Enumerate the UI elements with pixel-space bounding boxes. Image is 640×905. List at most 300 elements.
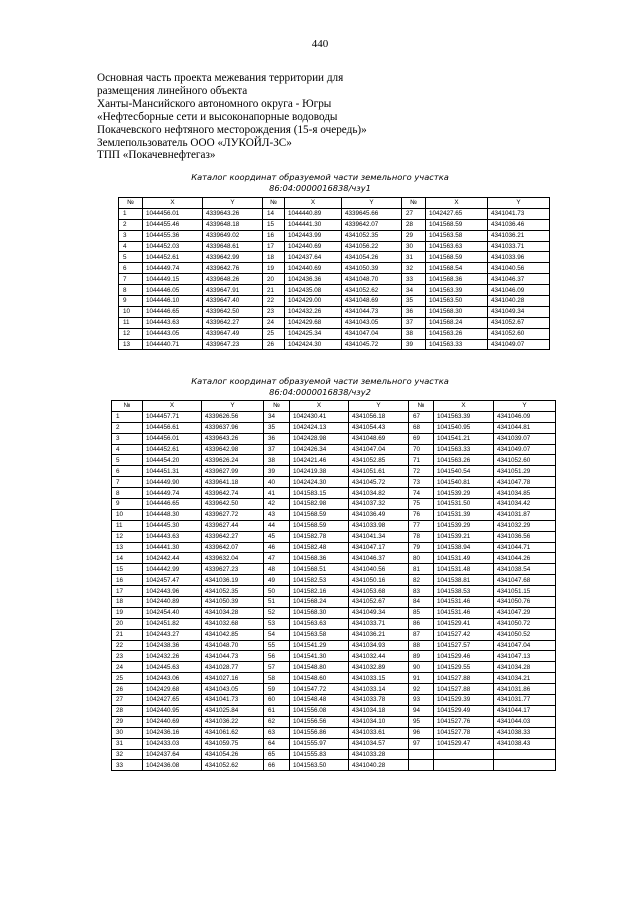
table-cell: 1044451.31 [143, 466, 202, 477]
table-cell: 28 [112, 705, 143, 716]
table-cell: 4341033.71 [349, 618, 409, 629]
table-cell: 1044455.46 [143, 219, 203, 230]
table-cell: 4341031.86 [494, 684, 556, 695]
table-cell: 1042437.64 [285, 252, 342, 263]
table-cell: 4341047.04 [494, 640, 556, 651]
table-cell: 78 [409, 531, 434, 542]
table-cell: 1042443.27 [143, 629, 202, 640]
table-cell: 4341053.68 [349, 586, 409, 597]
table-cell: 1041583.15 [290, 488, 349, 499]
table-cell: 1042440.69 [143, 716, 202, 727]
table-cell: 1041568.59 [290, 520, 349, 531]
table-cell: 1042428.98 [290, 433, 349, 444]
table-cell: 74 [409, 488, 434, 499]
table-cell: 4341034.21 [494, 673, 556, 684]
table-cell: 33 [112, 760, 143, 771]
table-cell: 8 [119, 285, 143, 296]
table-cell: 1041563.33 [434, 444, 494, 455]
table-cell: 4341050.76 [494, 597, 556, 608]
table-cell: 4341050.39 [202, 597, 264, 608]
table-cell: 65 [264, 749, 290, 760]
table-cell: 1041563.50 [426, 296, 488, 307]
table-cell: 1042440.69 [285, 241, 342, 252]
table-cell: 4339642.27 [202, 531, 264, 542]
table-cell: 4341034.57 [349, 738, 409, 749]
table-cell: 4341049.34 [488, 306, 550, 317]
table-cell: 70 [409, 444, 434, 455]
table-cell: 27 [112, 695, 143, 706]
table-cell: 4341052.35 [342, 230, 402, 241]
table-cell: 41 [264, 488, 290, 499]
table-cell: 1041563.33 [426, 339, 488, 350]
table-cell: 39 [264, 466, 290, 477]
table-cell: 4339647.23 [203, 339, 263, 350]
table-cell: 1041541.21 [434, 433, 494, 444]
table-cell: 82 [409, 575, 434, 586]
table-row [119, 219, 550, 230]
table-cell: 4341032.68 [202, 618, 264, 629]
table-cell: 1044442.99 [143, 564, 202, 575]
table-cell: 1041540.95 [434, 422, 494, 433]
column-header: Y [494, 401, 556, 412]
table-row [119, 252, 550, 263]
table-cell: 4339647.91 [203, 285, 263, 296]
table-cell: 43 [264, 509, 290, 520]
table-cell: 30 [112, 727, 143, 738]
table-cell: 1041568.36 [290, 553, 349, 564]
table-cell: 4341049.34 [349, 607, 409, 618]
table-cell: 1 [112, 411, 143, 422]
table-cell: 1042432.26 [143, 651, 202, 662]
table-cell: 1044452.61 [143, 252, 203, 263]
table-cell: 21 [263, 285, 285, 296]
table-cell: 4341036.22 [202, 716, 264, 727]
table-cell: 1041568.36 [426, 274, 488, 285]
table-row [112, 629, 556, 640]
table-cell: 59 [264, 684, 290, 695]
table-cell: 1044446.65 [143, 306, 203, 317]
table-cell: 1041555.97 [290, 738, 349, 749]
table-cell: 4339637.96 [202, 422, 264, 433]
table-cell: 44 [264, 520, 290, 531]
table-row [112, 575, 556, 586]
table-cell: 11 [112, 520, 143, 531]
table-cell: 10 [119, 306, 143, 317]
table-cell: 21 [112, 629, 143, 640]
table-cell: 4341036.46 [488, 219, 550, 230]
table-cell: 4341034.18 [349, 705, 409, 716]
table-cell: 4341032.89 [349, 662, 409, 673]
table-cell: 4341048.69 [349, 433, 409, 444]
table-row [112, 444, 556, 455]
table-cell: 81 [409, 564, 434, 575]
table-cell: 83 [409, 586, 434, 597]
table-cell: 4341036.49 [349, 509, 409, 520]
table-cell: 51 [264, 597, 290, 608]
table-cell: 4339641.18 [202, 477, 264, 488]
table-cell: 1042457.47 [143, 575, 202, 586]
table-cell: 1042443.99 [285, 230, 342, 241]
table-cell: 4341044.73 [202, 651, 264, 662]
table-cell: 1042424.13 [290, 422, 349, 433]
table-cell: 4341050.39 [342, 263, 402, 274]
table-cell: 4341033.28 [349, 749, 409, 760]
table-row [112, 509, 556, 520]
table-row [112, 477, 556, 488]
table-cell: 4341038.33 [494, 727, 556, 738]
table-row [112, 640, 556, 651]
table-cell: 4341037.32 [349, 499, 409, 510]
table-cell: 1041568.30 [290, 607, 349, 618]
table-cell: 1044440.71 [143, 339, 203, 350]
table-cell: 4341044.81 [494, 422, 556, 433]
table-cell: 20 [112, 618, 143, 629]
table-cell: 4341028.77 [202, 662, 264, 673]
table-cell: 4341045.72 [342, 339, 402, 350]
table-cell: 4341034.28 [494, 662, 556, 673]
table-cell: 97 [409, 738, 434, 749]
table-cell: 86 [409, 618, 434, 629]
table-cell: 1042438.36 [143, 640, 202, 651]
table-cell: 1041563.58 [290, 629, 349, 640]
table-cell: 4339643.26 [203, 208, 263, 219]
table-cell: 4341033.98 [349, 520, 409, 531]
table-row [112, 673, 556, 684]
table-cell: 4339642.99 [203, 252, 263, 263]
table-cell: 17 [112, 586, 143, 597]
table-cell: 1041540.54 [434, 466, 494, 477]
column-header: № [263, 198, 285, 209]
table-cell: 4341031.77 [494, 695, 556, 706]
table-cell: 1042435.08 [285, 285, 342, 296]
table-cell: 1044449.90 [143, 477, 202, 488]
table-cell [409, 760, 434, 771]
table-cell: 3 [119, 230, 143, 241]
table-cell: 1041539.21 [434, 531, 494, 542]
table-cell: 1041563.39 [426, 285, 488, 296]
table-cell: 4341036.21 [349, 629, 409, 640]
table-cell: 4341047.04 [342, 328, 402, 339]
table-cell: 24 [112, 662, 143, 673]
table-cell: 75 [409, 499, 434, 510]
table1-title: Каталог координат образуемой части земельного участка [191, 172, 449, 182]
table-cell: 4341032.29 [494, 520, 556, 531]
table-cell: 1042427.65 [426, 208, 488, 219]
table-cell: 84 [409, 597, 434, 608]
document-header [97, 72, 557, 162]
table-cell: 4339642.76 [203, 263, 263, 274]
table-cell: 1044456.01 [143, 208, 203, 219]
table-row [112, 455, 556, 466]
table-cell: 4341042.85 [202, 629, 264, 640]
table-cell: 1042432.26 [285, 306, 342, 317]
table-cell: 4341036.21 [488, 230, 550, 241]
column-header: Y [349, 401, 409, 412]
table-cell: 4341031.87 [494, 509, 556, 520]
table-cell: 1042445.63 [143, 662, 202, 673]
table-cell: 1044441.30 [285, 219, 342, 230]
table-row [112, 618, 556, 629]
table-cell: 1041538.53 [434, 586, 494, 597]
table-cell: 1044457.71 [143, 411, 202, 422]
table-cell: 2 [112, 422, 143, 433]
table-row [119, 317, 550, 328]
table-cell: 4339626.24 [202, 455, 264, 466]
table-cell: 1042440.95 [143, 705, 202, 716]
table-cell: 1044454.20 [143, 455, 202, 466]
table-cell: 4339648.26 [203, 274, 263, 285]
table-cell: 1 [119, 208, 143, 219]
table-cell: 4339645.66 [342, 208, 402, 219]
table-cell: 26 [263, 339, 285, 350]
table-cell: 4341034.85 [494, 488, 556, 499]
table-cell: 2 [119, 219, 143, 230]
table-cell: 4341050.52 [494, 629, 556, 640]
table-row [112, 553, 556, 564]
table-cell: 1044452.61 [143, 444, 202, 455]
table-cell: 12 [119, 328, 143, 339]
table-cell: 26 [112, 684, 143, 695]
table-cell: 4341032.44 [349, 651, 409, 662]
table-cell: 1044456.61 [143, 422, 202, 433]
table-row [112, 662, 556, 673]
table-cell: 4341052.62 [342, 285, 402, 296]
table-cell: 1044441.30 [143, 542, 202, 553]
table-cell: 56 [264, 651, 290, 662]
table-cell: 4341025.84 [202, 705, 264, 716]
table-cell: 1041563.39 [434, 411, 494, 422]
table-cell: 4341052.67 [488, 317, 550, 328]
table-cell: 35 [402, 296, 426, 307]
column-header: № [112, 401, 143, 412]
table-cell: 1042421.46 [290, 455, 349, 466]
table-cell: 1044456.01 [143, 433, 202, 444]
column-header: № [409, 401, 434, 412]
table-cell: 4341040.28 [349, 760, 409, 771]
column-header: Y [203, 198, 263, 209]
table-cell: 4339632.04 [202, 553, 264, 564]
table-cell: 4339626.56 [202, 411, 264, 422]
table-cell: 4339643.26 [202, 433, 264, 444]
table-cell: 6 [119, 263, 143, 274]
table-cell: 77 [409, 520, 434, 531]
table-cell: 9 [119, 296, 143, 307]
table-cell: 1041529.49 [434, 705, 494, 716]
table-cell: 1041563.58 [426, 230, 488, 241]
table-cell: 5 [119, 252, 143, 263]
table-row [119, 208, 550, 219]
table-cell: 4 [119, 241, 143, 252]
column-header: X [143, 198, 203, 209]
table-cell: 45 [264, 531, 290, 542]
table-cell: 1042427.65 [143, 695, 202, 706]
table-cell: 96 [409, 727, 434, 738]
table-row [112, 422, 556, 433]
column-header: Y [488, 198, 550, 209]
table-cell: 4341033.71 [488, 241, 550, 252]
table-cell: 9 [112, 499, 143, 510]
column-header: X [290, 401, 349, 412]
table-cell: 49 [264, 575, 290, 586]
table-cell: 37 [264, 444, 290, 455]
table-cell: 68 [409, 422, 434, 433]
table-row [112, 499, 556, 510]
table-cell: 1041529.47 [434, 738, 494, 749]
table-cell: 79 [409, 542, 434, 553]
table-cell: 4341040.56 [349, 564, 409, 575]
column-header: № [402, 198, 426, 209]
table-cell: 1042436.36 [285, 274, 342, 285]
table-cell: 4341051.29 [494, 466, 556, 477]
table-row [112, 564, 556, 575]
table-row [112, 651, 556, 662]
table-cell: 16 [112, 575, 143, 586]
table-cell: 4339642.07 [342, 219, 402, 230]
table-cell: 1041548.48 [290, 695, 349, 706]
table-cell [494, 749, 556, 760]
table-cell: 1041568.30 [426, 306, 488, 317]
table-cell: 7 [112, 477, 143, 488]
table-cell: 1041531.46 [434, 597, 494, 608]
table-cell: 1042440.89 [143, 597, 202, 608]
table-cell: 1042443.06 [143, 673, 202, 684]
table-cell: 19 [112, 607, 143, 618]
table-cell: 1042436.16 [143, 727, 202, 738]
table-cell: 27 [402, 208, 426, 219]
table-cell: 33 [402, 274, 426, 285]
table-cell: 8 [112, 488, 143, 499]
table-cell: 4339627.72 [202, 509, 264, 520]
table-cell: 11 [119, 317, 143, 328]
table-cell: 4341034.82 [349, 488, 409, 499]
table-cell: 1041531.46 [434, 607, 494, 618]
table-cell: 1041527.76 [434, 716, 494, 727]
table-cell: 4339627.99 [202, 466, 264, 477]
table-cell: 1041539.29 [434, 520, 494, 531]
table-cell: 50 [264, 586, 290, 597]
table-cell: 42 [264, 499, 290, 510]
column-header: X [434, 401, 494, 412]
table-cell: 36 [402, 306, 426, 317]
header-line: Землепользователь ООО «ЛУКОЙЛ-ЗС» [97, 136, 292, 149]
table-cell: 95 [409, 716, 434, 727]
table-cell: 4341047.78 [494, 477, 556, 488]
table-row [112, 433, 556, 444]
table-cell: 18 [112, 597, 143, 608]
table-cell: 13 [112, 542, 143, 553]
table-row [112, 760, 556, 771]
table-cell: 36 [264, 433, 290, 444]
table-cell: 4341034.28 [202, 607, 264, 618]
table-cell: 4339648.61 [203, 241, 263, 252]
table-cell: 1041538.94 [434, 542, 494, 553]
table-cell: 25 [112, 673, 143, 684]
table-cell: 4341049.07 [488, 339, 550, 350]
table-cell [434, 749, 494, 760]
table-cell: 4341048.70 [342, 274, 402, 285]
table-cell: 4341051.61 [349, 466, 409, 477]
table-cell: 90 [409, 662, 434, 673]
table-row [112, 695, 556, 706]
table-cell: 35 [264, 422, 290, 433]
table-cell: 66 [264, 760, 290, 771]
table-cell: 4341052.60 [488, 328, 550, 339]
table-cell: 4339647.49 [203, 328, 263, 339]
table-cell: 4341046.37 [488, 274, 550, 285]
table-header-row [119, 198, 550, 209]
table-cell [494, 760, 556, 771]
column-header: № [119, 198, 143, 209]
table-cell: 25 [263, 328, 285, 339]
table-cell: 4341054.26 [342, 252, 402, 263]
table-row [119, 296, 550, 307]
table-cell: 4341052.62 [202, 760, 264, 771]
table-cell: 29 [402, 230, 426, 241]
table2-subtitle: 86:04:0000016838/чзу2 [269, 387, 371, 397]
table-cell: 1042436.08 [143, 760, 202, 771]
table-cell: 4341061.62 [202, 727, 264, 738]
table-cell: 53 [264, 618, 290, 629]
table-cell: 1041529.39 [434, 695, 494, 706]
table-cell: 1042424.30 [290, 477, 349, 488]
table-row [112, 466, 556, 477]
table-cell: 91 [409, 673, 434, 684]
table-cell: 89 [409, 651, 434, 662]
table-cell: 1041531.39 [434, 509, 494, 520]
table-cell: 4341034.10 [349, 716, 409, 727]
table-cell: 64 [264, 738, 290, 749]
table-cell: 1041568.59 [290, 509, 349, 520]
table-cell: 52 [264, 607, 290, 618]
table-cell: 4341041.73 [488, 208, 550, 219]
table-cell: 17 [263, 241, 285, 252]
table-cell: 4341059.75 [202, 738, 264, 749]
table-cell: 4341040.28 [488, 296, 550, 307]
table-cell: 62 [264, 716, 290, 727]
column-header: X [426, 198, 488, 209]
table-cell: 4341056.18 [349, 411, 409, 422]
table-cell: 1041568.59 [426, 219, 488, 230]
table-cell: 4341049.07 [494, 444, 556, 455]
table-cell [434, 760, 494, 771]
table-cell: 4341046.09 [488, 285, 550, 296]
table-cell: 14 [112, 553, 143, 564]
table-cell [409, 749, 434, 760]
coordinates-table-1 [118, 197, 550, 350]
table-cell: 1041556.08 [290, 705, 349, 716]
table-cell: 4341056.22 [342, 241, 402, 252]
table-cell: 4341047.68 [494, 575, 556, 586]
table2-caption [0, 376, 640, 398]
table-cell: 4341034.93 [349, 640, 409, 651]
table-cell: 4341044.17 [494, 705, 556, 716]
table-cell: 1044443.05 [143, 328, 203, 339]
table-cell: 4339627.44 [202, 520, 264, 531]
table-cell: 4341052.85 [349, 455, 409, 466]
table-cell: 15 [263, 219, 285, 230]
table-cell: 1041563.63 [290, 618, 349, 629]
table-cell: 4341047.17 [349, 542, 409, 553]
table-cell: 1041556.56 [290, 716, 349, 727]
table-cell: 1042429.68 [143, 684, 202, 695]
table-cell: 1041582.78 [290, 531, 349, 542]
table-cell: 4341048.69 [342, 296, 402, 307]
table1-subtitle: 86:04:0000016838/чзу1 [269, 183, 371, 193]
table-row [112, 607, 556, 618]
table-cell: 4341044.71 [494, 542, 556, 553]
table-cell: 1041563.50 [290, 760, 349, 771]
column-header: Y [202, 401, 264, 412]
